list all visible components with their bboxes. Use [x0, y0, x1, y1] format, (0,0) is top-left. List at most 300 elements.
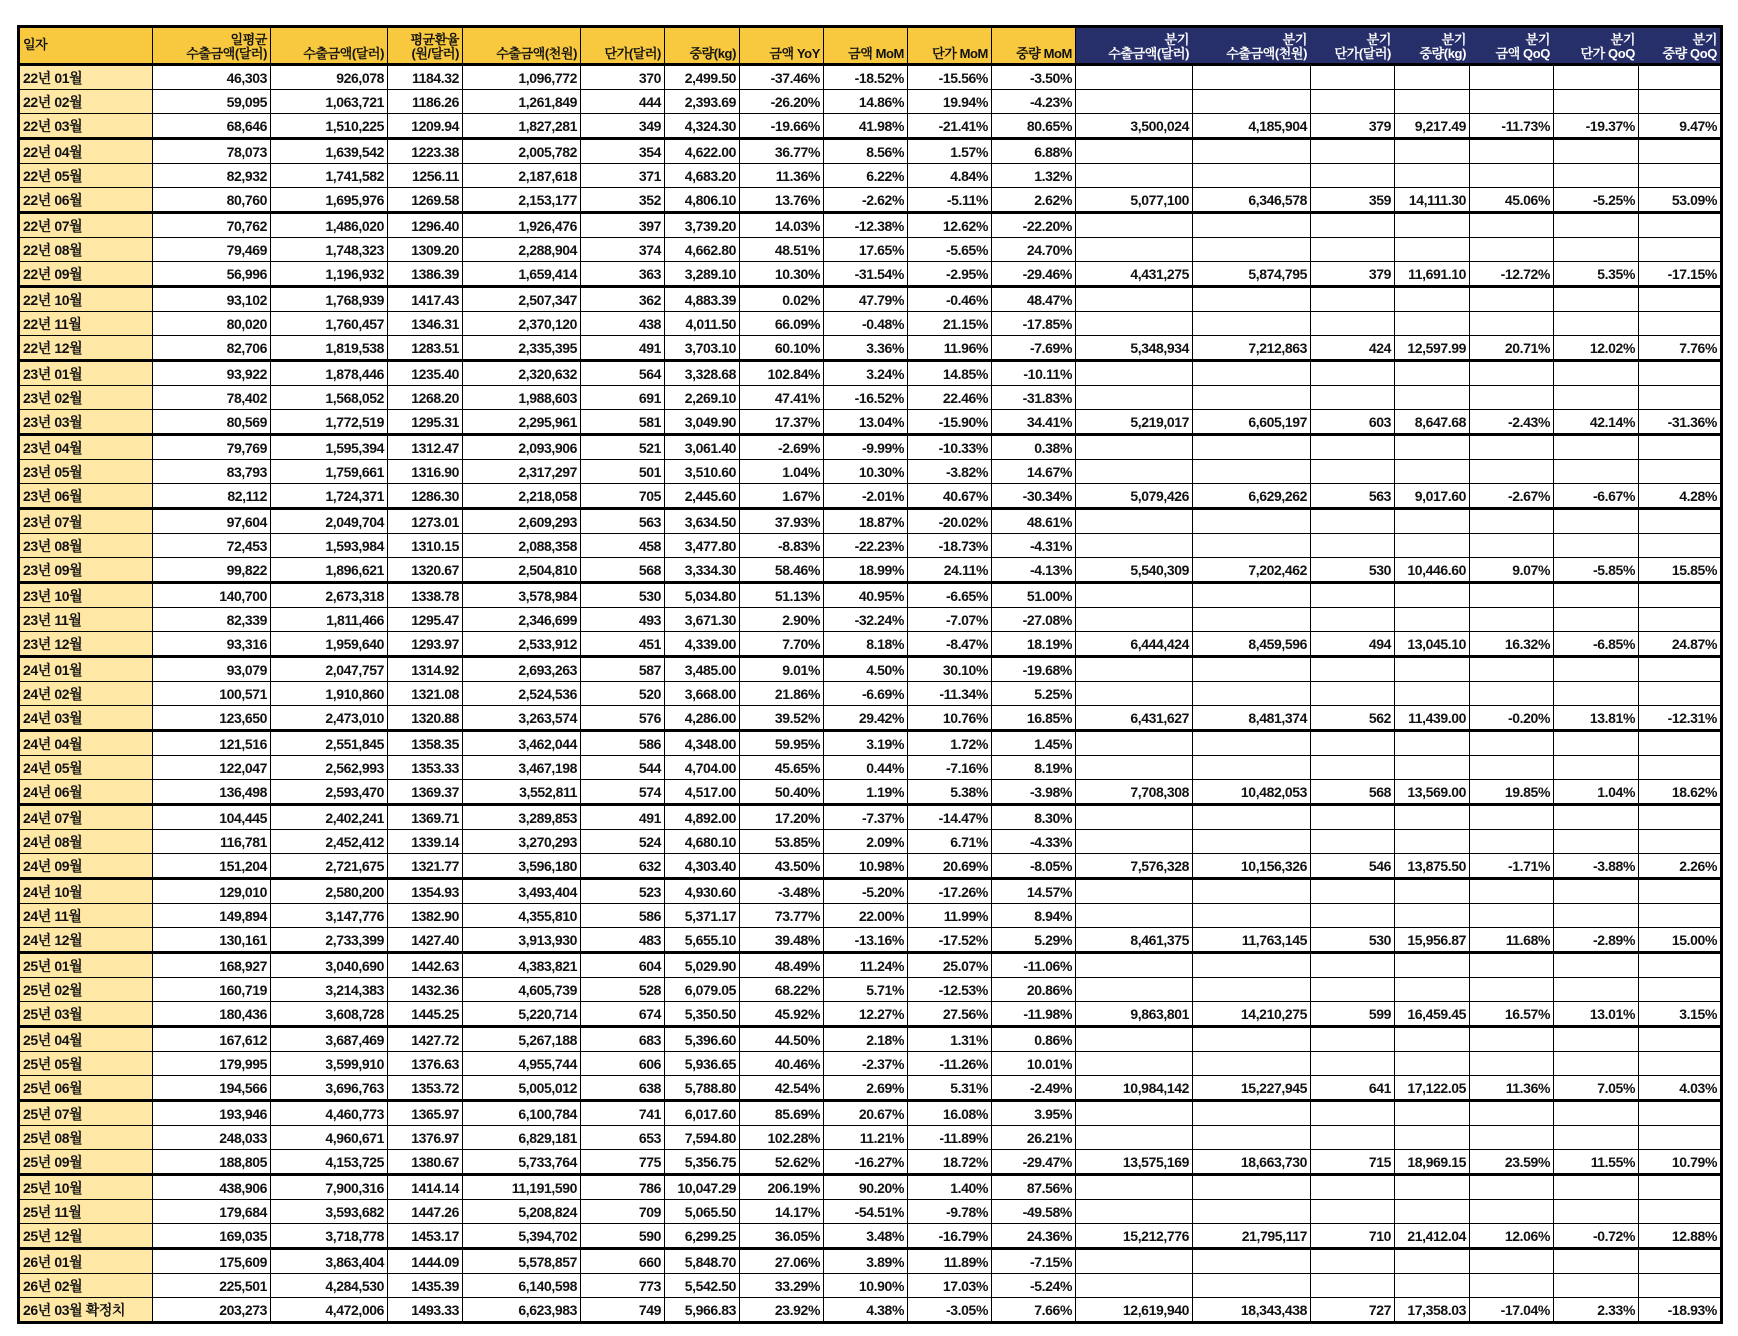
cell-export-krw: 3,552,811 — [463, 780, 581, 805]
cell-daily-avg-export-usd: 82,932 — [153, 164, 271, 188]
cell-weight-mom: 14.57% — [992, 879, 1076, 904]
cell-export-usd: 1,811,466 — [271, 608, 388, 632]
cell-date: 22년 11월 — [19, 312, 153, 336]
cell-weight-kg: 4,680.10 — [665, 830, 740, 854]
cell-export-usd: 4,960,671 — [271, 1126, 388, 1150]
header-q-unit-price — [1311, 27, 1395, 65]
cell-avg-exchange-rate: 1312.47 — [388, 435, 463, 460]
cell-q-unit-price — [1311, 731, 1395, 756]
cell-weight-mom: 48.47% — [992, 287, 1076, 312]
cell-q-export-krw: 21,795,117 — [1193, 1224, 1311, 1249]
cell-daily-avg-export-usd: 70,762 — [153, 213, 271, 238]
table-row — [19, 1002, 1722, 1027]
cell-q-weight — [1395, 1200, 1470, 1224]
cell-daily-avg-export-usd: 167,612 — [153, 1027, 271, 1052]
cell-q-unit-price: 710 — [1311, 1224, 1395, 1249]
cell-q-export-usd — [1076, 830, 1193, 854]
cell-q-amount-qoq: 11.36% — [1470, 1076, 1554, 1101]
cell-unit-price-usd: 563 — [581, 509, 665, 534]
cell-q-export-usd: 4,431,275 — [1076, 262, 1193, 287]
cell-date: 22년 07월 — [19, 213, 153, 238]
cell-amount-mom: -18.52% — [824, 65, 908, 90]
cell-q-price-qoq — [1554, 1027, 1639, 1052]
cell-q-price-qoq — [1554, 731, 1639, 756]
cell-date: 23년 02월 — [19, 386, 153, 410]
cell-q-export-usd: 7,576,328 — [1076, 854, 1193, 879]
cell-amount-mom: 1.19% — [824, 780, 908, 805]
cell-q-weight — [1395, 164, 1470, 188]
cell-q-unit-price — [1311, 978, 1395, 1002]
cell-weight-mom: 7.66% — [992, 1298, 1076, 1323]
cell-weight-mom: 0.86% — [992, 1027, 1076, 1052]
cell-date: 25년 05월 — [19, 1052, 153, 1076]
cell-q-weight-qoq: 12.88% — [1639, 1224, 1722, 1249]
cell-export-krw: 5,220,714 — [463, 1002, 581, 1027]
cell-amount-yoy: 48.51% — [740, 238, 824, 262]
cell-q-amount-qoq: 16.32% — [1470, 632, 1554, 657]
table-row — [19, 435, 1722, 460]
cell-q-amount-qoq — [1470, 312, 1554, 336]
cell-avg-exchange-rate: 1376.97 — [388, 1126, 463, 1150]
cell-avg-exchange-rate: 1442.63 — [388, 953, 463, 978]
cell-weight-kg: 7,594.80 — [665, 1126, 740, 1150]
table-row — [19, 805, 1722, 830]
cell-weight-mom: -49.58% — [992, 1200, 1076, 1224]
table-row — [19, 1052, 1722, 1076]
cell-export-krw: 4,955,744 — [463, 1052, 581, 1076]
cell-q-unit-price: 715 — [1311, 1150, 1395, 1175]
cell-q-weight-qoq: 53.09% — [1639, 188, 1722, 213]
cell-avg-exchange-rate: 1283.51 — [388, 336, 463, 361]
header-weight-kg — [665, 27, 740, 65]
header-label: 단가 MoM — [932, 46, 988, 61]
cell-export-krw: 4,383,821 — [463, 953, 581, 978]
cell-price-mom: 20.69% — [908, 854, 992, 879]
cell-q-unit-price — [1311, 386, 1395, 410]
cell-q-export-usd: 9,863,801 — [1076, 1002, 1193, 1027]
cell-q-amount-qoq: 20.71% — [1470, 336, 1554, 361]
cell-date: 25년 01월 — [19, 953, 153, 978]
header-label: 수출금액(천원) — [1226, 46, 1307, 61]
cell-amount-mom: -32.24% — [824, 608, 908, 632]
cell-export-krw: 3,289,853 — [463, 805, 581, 830]
cell-q-weight-qoq — [1639, 1249, 1722, 1274]
cell-price-mom: -8.47% — [908, 632, 992, 657]
cell-amount-mom: 2.18% — [824, 1027, 908, 1052]
cell-q-export-krw — [1193, 361, 1311, 386]
cell-export-usd: 3,214,383 — [271, 978, 388, 1002]
cell-date: 22년 01월 — [19, 65, 153, 90]
cell-q-weight — [1395, 287, 1470, 312]
cell-weight-kg: 5,396.60 — [665, 1027, 740, 1052]
cell-q-weight-qoq: 9.47% — [1639, 114, 1722, 139]
cell-q-unit-price — [1311, 805, 1395, 830]
cell-weight-kg: 2,269.10 — [665, 386, 740, 410]
cell-q-export-usd: 6,431,627 — [1076, 706, 1193, 731]
cell-amount-yoy: 23.92% — [740, 1298, 824, 1323]
cell-weight-mom: -11.98% — [992, 1002, 1076, 1027]
cell-avg-exchange-rate: 1320.88 — [388, 706, 463, 731]
cell-amount-yoy: 10.30% — [740, 262, 824, 287]
cell-price-mom: 5.38% — [908, 780, 992, 805]
cell-avg-exchange-rate: 1354.93 — [388, 879, 463, 904]
cell-q-weight-qoq — [1639, 460, 1722, 484]
cell-q-export-krw — [1193, 1027, 1311, 1052]
cell-date: 23년 10월 — [19, 583, 153, 608]
cell-daily-avg-export-usd: 123,650 — [153, 706, 271, 731]
cell-avg-exchange-rate: 1338.78 — [388, 583, 463, 608]
cell-avg-exchange-rate: 1321.08 — [388, 682, 463, 706]
cell-avg-exchange-rate: 1376.63 — [388, 1052, 463, 1076]
cell-q-export-usd — [1076, 361, 1193, 386]
cell-q-price-qoq: -6.85% — [1554, 632, 1639, 657]
cell-export-usd: 3,599,910 — [271, 1052, 388, 1076]
cell-daily-avg-export-usd: 46,303 — [153, 65, 271, 90]
cell-export-usd: 3,696,763 — [271, 1076, 388, 1101]
cell-daily-avg-export-usd: 129,010 — [153, 879, 271, 904]
cell-weight-kg: 4,517.00 — [665, 780, 740, 805]
cell-q-export-usd — [1076, 583, 1193, 608]
table-row — [19, 65, 1722, 90]
cell-q-export-krw — [1193, 460, 1311, 484]
header-label: 중량 MoM — [1016, 46, 1072, 61]
cell-q-export-usd — [1076, 879, 1193, 904]
cell-q-price-qoq — [1554, 1200, 1639, 1224]
cell-q-export-krw: 8,481,374 — [1193, 706, 1311, 731]
cell-q-export-usd — [1076, 1200, 1193, 1224]
cell-q-export-krw — [1193, 682, 1311, 706]
cell-amount-yoy: 17.20% — [740, 805, 824, 830]
cell-weight-kg: 6,299.25 — [665, 1224, 740, 1249]
cell-export-usd: 1,593,984 — [271, 534, 388, 558]
cell-daily-avg-export-usd: 193,946 — [153, 1101, 271, 1126]
header-avg-exchange-rate — [388, 27, 463, 65]
cell-weight-mom: -19.68% — [992, 657, 1076, 682]
cell-price-mom: 1.72% — [908, 731, 992, 756]
cell-weight-mom: 24.36% — [992, 1224, 1076, 1249]
cell-q-weight — [1395, 953, 1470, 978]
header-label: 중량(kg) — [689, 46, 736, 61]
cell-amount-yoy: 50.40% — [740, 780, 824, 805]
cell-avg-exchange-rate: 1321.77 — [388, 854, 463, 879]
cell-daily-avg-export-usd: 169,035 — [153, 1224, 271, 1249]
cell-unit-price-usd: 775 — [581, 1150, 665, 1175]
cell-daily-avg-export-usd: 56,996 — [153, 262, 271, 287]
cell-weight-mom: -4.33% — [992, 830, 1076, 854]
cell-export-usd: 2,473,010 — [271, 706, 388, 731]
cell-weight-mom: -27.08% — [992, 608, 1076, 632]
cell-amount-mom: 3.24% — [824, 361, 908, 386]
cell-q-export-krw: 6,629,262 — [1193, 484, 1311, 509]
cell-q-export-usd — [1076, 608, 1193, 632]
cell-q-weight: 13,045.10 — [1395, 632, 1470, 657]
cell-unit-price-usd: 586 — [581, 731, 665, 756]
cell-q-amount-qoq — [1470, 805, 1554, 830]
cell-amount-mom: -2.37% — [824, 1052, 908, 1076]
cell-export-usd: 4,472,006 — [271, 1298, 388, 1323]
table-row — [19, 336, 1722, 361]
cell-q-amount-qoq — [1470, 1274, 1554, 1298]
cell-date: 24년 07월 — [19, 805, 153, 830]
cell-q-weight: 15,956.87 — [1395, 928, 1470, 953]
cell-daily-avg-export-usd: 80,760 — [153, 188, 271, 213]
cell-daily-avg-export-usd: 78,073 — [153, 139, 271, 164]
cell-q-price-qoq — [1554, 1101, 1639, 1126]
cell-q-unit-price: 530 — [1311, 558, 1395, 583]
header-date — [19, 27, 153, 65]
cell-weight-kg: 6,079.05 — [665, 978, 740, 1002]
cell-q-price-qoq — [1554, 682, 1639, 706]
cell-q-unit-price: 563 — [1311, 484, 1395, 509]
cell-q-unit-price — [1311, 879, 1395, 904]
cell-weight-mom: 2.62% — [992, 188, 1076, 213]
cell-q-unit-price — [1311, 583, 1395, 608]
table-row — [19, 534, 1722, 558]
cell-date: 23년 08월 — [19, 534, 153, 558]
cell-amount-mom: -2.62% — [824, 188, 908, 213]
cell-avg-exchange-rate: 1310.15 — [388, 534, 463, 558]
cell-q-unit-price: 379 — [1311, 114, 1395, 139]
table-row — [19, 1076, 1722, 1101]
cell-price-mom: 27.56% — [908, 1002, 992, 1027]
cell-export-krw: 3,578,984 — [463, 583, 581, 608]
cell-q-amount-qoq — [1470, 534, 1554, 558]
cell-unit-price-usd: 501 — [581, 460, 665, 484]
header-amount-yoy — [740, 27, 824, 65]
cell-weight-mom: 1.32% — [992, 164, 1076, 188]
cell-q-amount-qoq: -17.04% — [1470, 1298, 1554, 1323]
cell-q-export-usd: 13,575,169 — [1076, 1150, 1193, 1175]
cell-weight-kg: 2,445.60 — [665, 484, 740, 509]
cell-export-krw: 5,208,824 — [463, 1200, 581, 1224]
cell-q-export-krw — [1193, 756, 1311, 780]
cell-weight-kg: 5,655.10 — [665, 928, 740, 953]
header-label: 분기 — [1441, 32, 1466, 47]
cell-q-amount-qoq — [1470, 1126, 1554, 1150]
cell-q-export-usd — [1076, 1101, 1193, 1126]
cell-q-export-krw — [1193, 1175, 1311, 1200]
cell-q-weight — [1395, 682, 1470, 706]
cell-q-export-krw: 11,763,145 — [1193, 928, 1311, 953]
cell-q-weight-qoq: 10.79% — [1639, 1150, 1722, 1175]
cell-date: 23년 11월 — [19, 608, 153, 632]
cell-weight-mom: -29.47% — [992, 1150, 1076, 1175]
cell-unit-price-usd: 660 — [581, 1249, 665, 1274]
cell-avg-exchange-rate: 1184.32 — [388, 65, 463, 90]
cell-q-export-krw: 4,185,904 — [1193, 114, 1311, 139]
cell-q-export-usd — [1076, 904, 1193, 928]
cell-q-export-krw — [1193, 238, 1311, 262]
cell-weight-mom: -31.83% — [992, 386, 1076, 410]
cell-avg-exchange-rate: 1427.72 — [388, 1027, 463, 1052]
cell-amount-mom: 4.50% — [824, 657, 908, 682]
cell-daily-avg-export-usd: 104,445 — [153, 805, 271, 830]
cell-weight-mom: -5.24% — [992, 1274, 1076, 1298]
cell-export-usd: 1,486,020 — [271, 213, 388, 238]
cell-q-export-krw — [1193, 435, 1311, 460]
cell-q-weight — [1395, 509, 1470, 534]
cell-export-krw: 2,153,177 — [463, 188, 581, 213]
cell-q-weight — [1395, 534, 1470, 558]
cell-q-export-krw: 5,874,795 — [1193, 262, 1311, 287]
cell-q-amount-qoq — [1470, 756, 1554, 780]
table-row — [19, 583, 1722, 608]
cell-q-price-qoq — [1554, 361, 1639, 386]
table-row — [19, 632, 1722, 657]
table-row — [19, 1175, 1722, 1200]
cell-amount-yoy: 48.49% — [740, 953, 824, 978]
cell-q-price-qoq — [1554, 1249, 1639, 1274]
cell-q-amount-qoq: -0.20% — [1470, 706, 1554, 731]
cell-amount-mom: 10.98% — [824, 854, 908, 879]
cell-q-weight-qoq: 15.00% — [1639, 928, 1722, 953]
cell-unit-price-usd: 374 — [581, 238, 665, 262]
cell-q-weight — [1395, 830, 1470, 854]
cell-daily-avg-export-usd: 175,609 — [153, 1249, 271, 1274]
cell-weight-kg: 4,348.00 — [665, 731, 740, 756]
cell-weight-mom: -7.69% — [992, 336, 1076, 361]
cell-q-export-usd — [1076, 805, 1193, 830]
header-label: 단가(달러) — [1334, 46, 1391, 61]
cell-weight-mom: 24.70% — [992, 238, 1076, 262]
cell-export-krw: 1,659,414 — [463, 262, 581, 287]
cell-date: 25년 11월 — [19, 1200, 153, 1224]
cell-price-mom: -16.79% — [908, 1224, 992, 1249]
cell-weight-mom: -4.13% — [992, 558, 1076, 583]
cell-q-unit-price — [1311, 657, 1395, 682]
cell-q-export-usd: 5,077,100 — [1076, 188, 1193, 213]
cell-q-export-krw: 6,605,197 — [1193, 410, 1311, 435]
cell-export-krw: 1,926,476 — [463, 213, 581, 238]
cell-date: 22년 02월 — [19, 90, 153, 114]
cell-daily-avg-export-usd: 59,095 — [153, 90, 271, 114]
cell-q-export-krw — [1193, 90, 1311, 114]
cell-export-usd: 1,695,976 — [271, 188, 388, 213]
cell-avg-exchange-rate: 1339.14 — [388, 830, 463, 854]
cell-amount-mom: 40.95% — [824, 583, 908, 608]
cell-price-mom: 11.96% — [908, 336, 992, 361]
cell-price-mom: -15.56% — [908, 65, 992, 90]
cell-amount-yoy: 66.09% — [740, 312, 824, 336]
cell-q-export-krw — [1193, 386, 1311, 410]
cell-export-usd: 1,568,052 — [271, 386, 388, 410]
cell-amount-mom: -16.27% — [824, 1150, 908, 1175]
cell-date: 23년 04월 — [19, 435, 153, 460]
cell-q-export-usd: 8,461,375 — [1076, 928, 1193, 953]
cell-q-unit-price: 568 — [1311, 780, 1395, 805]
cell-date: 25년 03월 — [19, 1002, 153, 1027]
cell-amount-yoy: 42.54% — [740, 1076, 824, 1101]
cell-q-weight — [1395, 756, 1470, 780]
cell-daily-avg-export-usd: 179,995 — [153, 1052, 271, 1076]
cell-q-weight: 13,875.50 — [1395, 854, 1470, 879]
cell-weight-kg: 5,542.50 — [665, 1274, 740, 1298]
cell-amount-yoy: 1.67% — [740, 484, 824, 509]
cell-daily-avg-export-usd: 100,571 — [153, 682, 271, 706]
header-label: (원/달러) — [411, 46, 459, 61]
cell-q-export-usd — [1076, 1126, 1193, 1150]
cell-weight-kg: 5,029.90 — [665, 953, 740, 978]
cell-q-unit-price — [1311, 238, 1395, 262]
cell-weight-kg: 5,848.70 — [665, 1249, 740, 1274]
cell-q-weight-qoq — [1639, 90, 1722, 114]
cell-weight-mom: 0.38% — [992, 435, 1076, 460]
cell-q-weight-qoq — [1639, 65, 1722, 90]
cell-export-krw: 2,320,632 — [463, 361, 581, 386]
cell-q-amount-qoq — [1470, 731, 1554, 756]
cell-export-krw: 2,317,297 — [463, 460, 581, 484]
cell-price-mom: 30.10% — [908, 657, 992, 682]
cell-q-export-krw — [1193, 509, 1311, 534]
cell-q-price-qoq — [1554, 1274, 1639, 1298]
cell-amount-mom: 41.98% — [824, 114, 908, 139]
cell-q-amount-qoq: -12.72% — [1470, 262, 1554, 287]
cell-q-unit-price: 424 — [1311, 336, 1395, 361]
cell-q-export-usd — [1076, 953, 1193, 978]
cell-q-price-qoq — [1554, 213, 1639, 238]
cell-q-export-usd: 3,500,024 — [1076, 114, 1193, 139]
cell-amount-yoy: 43.50% — [740, 854, 824, 879]
cell-q-unit-price — [1311, 1200, 1395, 1224]
cell-q-unit-price — [1311, 65, 1395, 90]
cell-unit-price-usd: 653 — [581, 1126, 665, 1150]
table-row — [19, 657, 1722, 682]
cell-unit-price-usd: 586 — [581, 904, 665, 928]
cell-q-export-usd — [1076, 978, 1193, 1002]
cell-amount-mom: 6.22% — [824, 164, 908, 188]
cell-price-mom: -11.26% — [908, 1052, 992, 1076]
cell-amount-mom: 10.30% — [824, 460, 908, 484]
cell-q-weight-qoq — [1639, 312, 1722, 336]
cell-weight-mom: -4.23% — [992, 90, 1076, 114]
cell-unit-price-usd: 786 — [581, 1175, 665, 1200]
cell-amount-yoy: 21.86% — [740, 682, 824, 706]
cell-q-amount-qoq — [1470, 682, 1554, 706]
cell-q-export-krw — [1193, 1200, 1311, 1224]
cell-unit-price-usd: 604 — [581, 953, 665, 978]
cell-export-usd: 926,078 — [271, 65, 388, 90]
cell-weight-kg: 4,683.20 — [665, 164, 740, 188]
cell-price-mom: -18.73% — [908, 534, 992, 558]
cell-daily-avg-export-usd: 78,402 — [153, 386, 271, 410]
export-data-table — [17, 25, 1723, 1324]
cell-q-weight: 12,597.99 — [1395, 336, 1470, 361]
header-label: 중량(kg) — [1419, 46, 1466, 61]
cell-unit-price-usd: 397 — [581, 213, 665, 238]
cell-q-export-usd — [1076, 657, 1193, 682]
cell-q-weight — [1395, 386, 1470, 410]
cell-q-export-usd — [1076, 1249, 1193, 1274]
cell-daily-avg-export-usd: 72,453 — [153, 534, 271, 558]
cell-weight-mom: 8.19% — [992, 756, 1076, 780]
cell-weight-kg: 4,324.30 — [665, 114, 740, 139]
cell-price-mom: -2.95% — [908, 262, 992, 287]
table-row — [19, 287, 1722, 312]
cell-amount-mom: 5.71% — [824, 978, 908, 1002]
cell-weight-kg: 3,477.80 — [665, 534, 740, 558]
cell-unit-price-usd: 638 — [581, 1076, 665, 1101]
cell-export-usd: 3,608,728 — [271, 1002, 388, 1027]
cell-weight-mom: -4.31% — [992, 534, 1076, 558]
cell-weight-mom: -22.20% — [992, 213, 1076, 238]
table-row — [19, 1101, 1722, 1126]
header-label: 평균환율 — [410, 32, 459, 47]
cell-daily-avg-export-usd: 80,020 — [153, 312, 271, 336]
cell-unit-price-usd: 363 — [581, 262, 665, 287]
header-label: 수출금액(천원) — [496, 46, 577, 61]
cell-q-unit-price — [1311, 164, 1395, 188]
cell-q-weight — [1395, 805, 1470, 830]
